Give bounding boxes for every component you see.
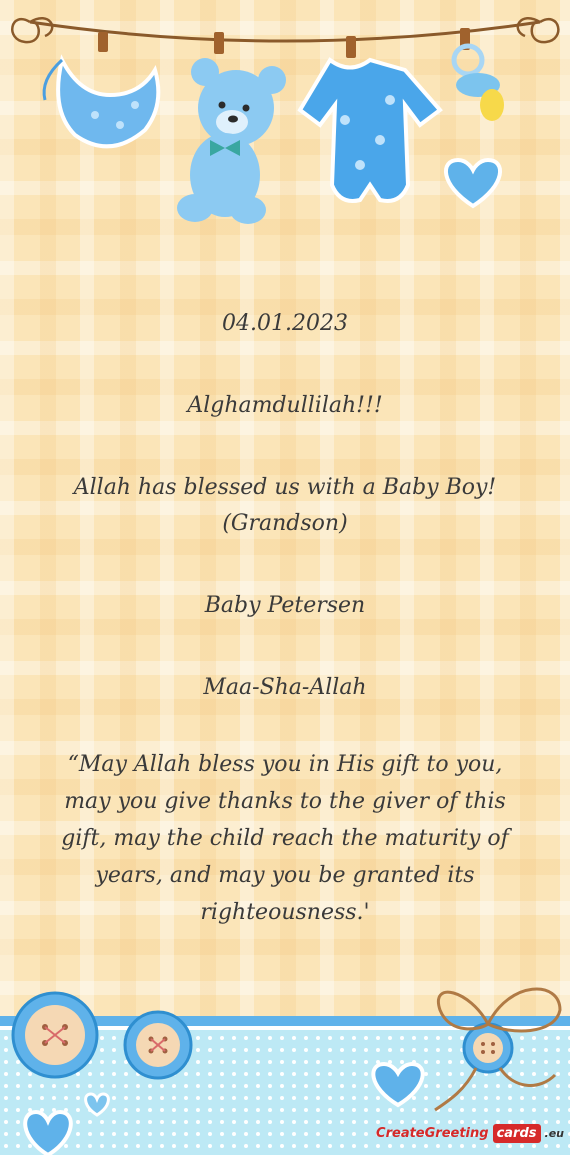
teddy-bear-icon (177, 32, 286, 224)
rope-swirl-right-icon (518, 18, 559, 42)
quote-line: may you give thanks to the giver of this (64, 789, 506, 814)
button-icon (464, 1024, 512, 1072)
quote-block (20, 746, 550, 931)
button-icon (125, 1012, 191, 1078)
quote-line: “May Allah bless you in His gift to you, (67, 752, 503, 777)
button-icon (13, 993, 97, 1077)
clothesline-illustration (0, 0, 570, 240)
exclamation-text: Alghamdullilah!!! (187, 393, 383, 418)
brand-part-2: cards (493, 1124, 541, 1143)
brand-part-1: CreateGreeting (376, 1125, 489, 1141)
blessing-text: Maa-Sha-Allah (203, 675, 367, 700)
brand-part-3: .eu (544, 1126, 564, 1140)
card-message (20, 306, 550, 931)
announcement-line-1: Allah has blessed us with a Baby Boy! (73, 475, 497, 500)
bib-icon (44, 32, 158, 146)
baby-name-text: Baby Petersen (204, 593, 366, 618)
quote-line: gift, may the child reach the maturity of (61, 826, 509, 851)
onesie-icon (300, 36, 440, 201)
quote-line: righteousness.' (200, 900, 370, 925)
heart-icon (446, 160, 500, 206)
rope-swirl-left-icon (12, 18, 52, 42)
announcement-line-2: (Grandson) (222, 511, 348, 536)
pacifier-icon (454, 28, 504, 121)
date-text: 04.01.2023 (222, 311, 348, 336)
quote-line: years, and may you be granted its (95, 863, 475, 888)
brand-logo[interactable] (376, 1115, 564, 1151)
